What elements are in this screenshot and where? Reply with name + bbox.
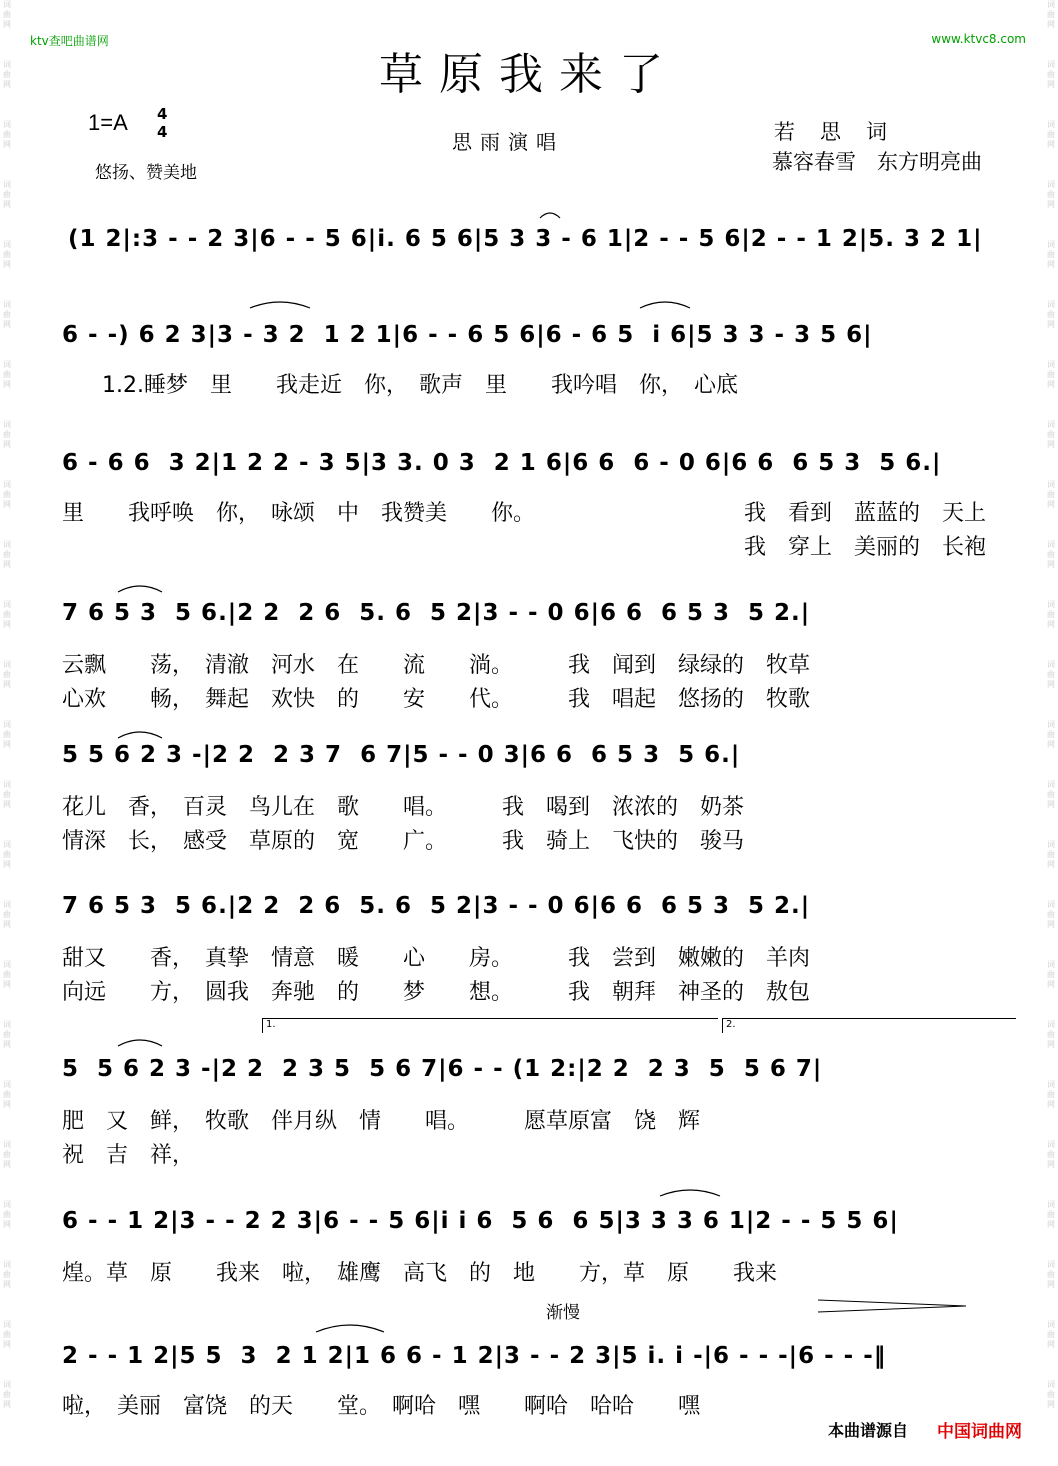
- watermark-glyph: 词曲网: [3, 0, 11, 29]
- lyric-verse-1: 云飘 荡， 清澈 河水 在 流 淌。 我 闻到 绿绿的 牧草: [62, 653, 811, 678]
- watermark-glyph: 词曲网: [3, 300, 11, 329]
- watermark-glyph: 词曲网: [1047, 240, 1055, 269]
- key-signature: 1=A: [88, 110, 128, 135]
- watermark-glyph: 词曲网: [3, 120, 11, 149]
- watermark-glyph: 词曲网: [1047, 1320, 1055, 1349]
- watermark-glyph: 词曲网: [3, 720, 11, 749]
- watermark-glyph: 词曲网: [1047, 120, 1055, 149]
- notes-line: 7 6 5 3 5 6.|2 2 2 6 5. 6 5 2|3 - - 0 6|6 6 6 5 3 5 2.|: [62, 600, 811, 626]
- lyric-line: 啦， 美丽 富饶 的天 堂。 啊哈 嘿 啊哈 哈哈 嘿: [62, 1394, 701, 1419]
- notes-line: 5 5 6 2 3 -|2 2 2 3 7 6 7|5 - - 0 3|6 6 6 5 3 5 6.|: [62, 742, 741, 768]
- watermark-glyph: 词曲网: [1047, 1380, 1055, 1409]
- watermark-glyph: 词曲网: [1047, 480, 1055, 509]
- source-site-link[interactable]: 中国词曲网: [937, 1422, 1022, 1442]
- tempo-mark-ritardando: 渐慢: [546, 1303, 580, 1323]
- notes-line: 7 6 5 3 5 6.|2 2 2 6 5. 6 5 2|3 - - 0 6|6 6 6 5 3 5 2.|: [62, 893, 811, 919]
- notes-line: 6 - 6 6 3 2|1 2 2 - 3 5|3 3. 0 3 2 1 6|6 6 6 - 0 6|6 6 6 5 3 5 6.|: [62, 450, 942, 476]
- watermark-glyph: 词曲网: [1047, 420, 1055, 449]
- watermark-glyph: 词曲网: [3, 480, 11, 509]
- lyric-verse-1: 花儿 香， 百灵 鸟儿在 歌 唱。 我 喝到 浓浓的 奶茶: [62, 795, 745, 820]
- watermark-glyph: 词曲网: [1047, 60, 1055, 89]
- watermark-site-right: www.ktvc8.com: [931, 32, 1026, 46]
- watermark-glyph: 词曲网: [3, 240, 11, 269]
- lyric-verse-1: 我 看到 蓝蓝的 天上: [744, 501, 987, 526]
- watermark-glyph: 词曲网: [3, 660, 11, 689]
- notes-line: 2 - - 1 2|5 5 3 2 1 2|1 6 6 - 1 2|3 - - 2 3|5 i. i -|6 - - -|6 - - -‖: [62, 1343, 887, 1369]
- watermark-glyph: 词曲网: [3, 960, 11, 989]
- volta-first-ending: 1.: [262, 1018, 718, 1033]
- decrescendo-hairpin: [818, 1300, 966, 1312]
- lyric-verse-2: 心欢 畅， 舞起 欢快 的 安 代。 我 唱起 悠扬的 牧歌: [62, 687, 811, 712]
- watermark-site-left: ktv查吧曲谱网: [30, 34, 109, 48]
- watermark-glyph: 词曲网: [1047, 600, 1055, 629]
- watermark-glyph: 词曲网: [1047, 1080, 1055, 1109]
- watermark-glyph: 词曲网: [3, 1200, 11, 1229]
- lyric-verse-1: 甜又 香， 真挚 情意 暖 心 房。 我 尝到 嫩嫩的 羊肉: [62, 946, 811, 971]
- composer-credit: 慕容春雪 东方明亮曲: [772, 150, 982, 174]
- watermark-glyph: 词曲网: [3, 540, 11, 569]
- watermark-glyph: 词曲网: [1047, 780, 1055, 809]
- source-label: 本曲谱源自: [828, 1421, 909, 1440]
- song-title: 草原我来了: [379, 49, 679, 100]
- watermark-glyph: 词曲网: [3, 360, 11, 389]
- lyric-line: 里 我呼唤 你， 咏颂 中 我赞美 你。: [62, 501, 536, 526]
- watermark-glyph: 词曲网: [3, 1080, 11, 1109]
- watermark-glyph: 词曲网: [3, 780, 11, 809]
- lyric-verse-1: 肥 又 鲜， 牧歌 伴月纵 情 唱。 愿草原富 饶 辉: [62, 1109, 701, 1134]
- watermark-glyph: 词曲网: [1047, 960, 1055, 989]
- lyric-verse-2: 祝 吉 祥，: [62, 1143, 195, 1168]
- watermark-glyph: 词曲网: [3, 1380, 11, 1409]
- notes-line: 5 5 6 2 3 -|2 2 2 3 5 5 6 7|6 - - (1 2:|2 2 2 3 5 5 6 7|: [62, 1056, 823, 1082]
- watermark-glyph: 词曲网: [3, 60, 11, 89]
- watermark-glyph: 词曲网: [3, 1140, 11, 1169]
- watermark-glyph: 词曲网: [3, 180, 11, 209]
- lyric-verse-2: 向远 方， 圆我 奔驰 的 梦 想。 我 朝拜 神圣的 敖包: [62, 980, 811, 1005]
- tempo-marking: 悠扬、赞美地: [95, 163, 197, 183]
- watermark-glyph: 词曲网: [1047, 1260, 1055, 1289]
- watermark-glyph: 词曲网: [3, 420, 11, 449]
- watermark-glyph: 词曲网: [1047, 180, 1055, 209]
- watermark-glyph: 词曲网: [3, 1320, 11, 1349]
- notes-line: 6 - -) 6 2 3|3 - 3 2 1 2 1|6 - - 6 5 6|6 - 6 5 i 6|5 3 3 - 3 5 6|: [62, 322, 873, 348]
- watermark-glyph: 词曲网: [1047, 1140, 1055, 1169]
- watermark-glyph: 词曲网: [1047, 540, 1055, 569]
- watermark-glyph: 词曲网: [1047, 900, 1055, 929]
- watermark-glyph: 词曲网: [3, 840, 11, 869]
- watermark-glyph: 词曲网: [1047, 720, 1055, 749]
- watermark-glyph: 词曲网: [1047, 1020, 1055, 1049]
- notes-line: (1 2|:3 - - 2 3|6 - - 5 6|i. 6 5 6|5 3 3 - 6 1|2 - - 5 6|2 - - 1 2|5. 3 2 1|: [68, 226, 983, 252]
- lyric-line: 煌。草 原 我来 啦， 雄鹰 高飞 的 地 方，草 原 我来: [62, 1261, 778, 1286]
- watermark-glyph: 词曲网: [1047, 1200, 1055, 1229]
- watermark-glyph: 词曲网: [1047, 0, 1055, 29]
- watermark-glyph: 词曲网: [1047, 300, 1055, 329]
- watermark-glyph: 词曲网: [3, 600, 11, 629]
- notes-line: 6 - - 1 2|3 - - 2 2 3|6 - - 5 6|i i 6 5 6 6 5|3 3 3 6 1|2 - - 5 5 6|: [62, 1208, 899, 1234]
- watermark-glyph: 词曲网: [3, 1260, 11, 1289]
- lyric-verse-2: 情深 长， 感受 草原的 宽 广。 我 骑上 飞快的 骏马: [62, 829, 745, 854]
- watermark-glyph: 词曲网: [1047, 840, 1055, 869]
- time-signature-bottom: 4: [157, 123, 168, 141]
- slur-arcs: [118, 213, 720, 1332]
- time-signature-top: 4: [157, 105, 168, 123]
- lyric-verse-2: 我 穿上 美丽的 长袍: [744, 535, 987, 560]
- volta-second-ending: 2.: [722, 1018, 1016, 1033]
- lyricist-credit: 若 思 词: [774, 120, 889, 144]
- lyric-line: 1.2.睡梦 里 我走近 你， 歌声 里 我吟唱 你， 心底: [102, 373, 738, 398]
- watermark-glyph: 词曲网: [1047, 360, 1055, 389]
- singer-credit: 思雨演唱: [452, 130, 564, 154]
- watermark-glyph: 词曲网: [1047, 660, 1055, 689]
- watermark-glyph: 词曲网: [3, 900, 11, 929]
- watermark-glyph: 词曲网: [3, 1020, 11, 1049]
